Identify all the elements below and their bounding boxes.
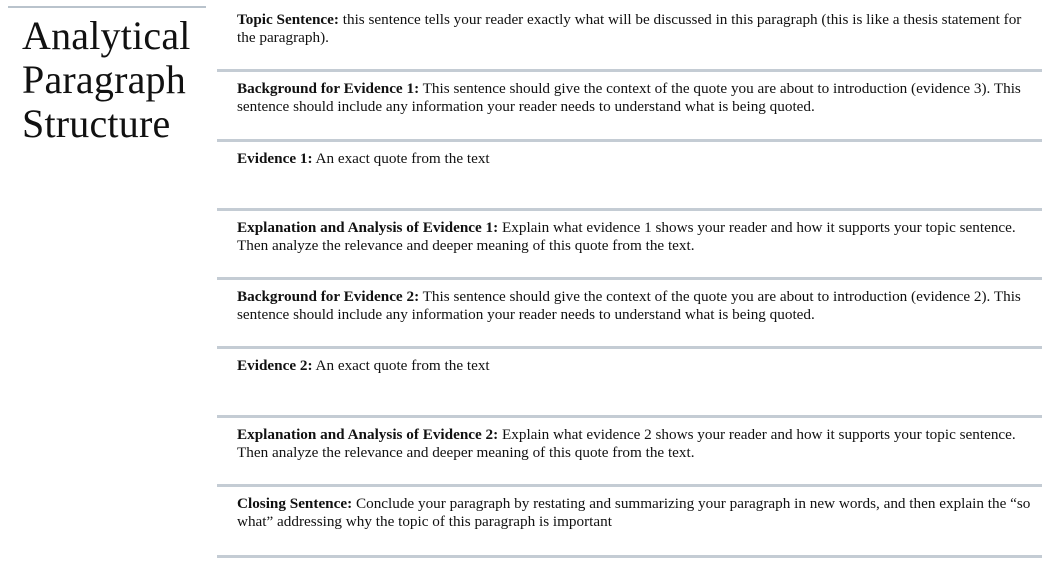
row-text — [237, 357, 1042, 375]
row-closing-sentence — [217, 487, 1042, 558]
title-line-3: Structure — [22, 101, 171, 146]
row-label: Closing Sentence: — [237, 495, 353, 512]
row-text — [237, 11, 1042, 47]
title-line-1: Analytical — [22, 13, 191, 58]
row-description: Explain what evidence 2 shows your reader and how it supports your topic sentence. Then analyze the relevance and deeper meaning of this quote from the text. — [237, 426, 1016, 461]
row-description: Conclude your paragraph by restating and summarizing your paragraph in new words, and then explain the “so what” addressing why the topic of this paragraph is important — [237, 495, 1031, 530]
row-label: Topic Sentence: — [237, 11, 339, 28]
row-description: An exact quote from the text — [312, 150, 490, 167]
row-text — [237, 495, 1042, 531]
structure-table — [217, 3, 1042, 558]
row-text — [237, 219, 1042, 255]
row-description: Explain what evidence 1 shows your reader and how it supports your topic sentence. Then analyze the relevance and deeper meaning of this quote from the text. — [237, 219, 1016, 254]
row-analysis-evidence-1 — [217, 211, 1042, 280]
title-line-2: Paragraph — [22, 57, 186, 102]
row-label: Background for Evidence 1: — [237, 80, 420, 97]
row-text — [237, 150, 1042, 168]
row-label: Evidence 2: — [237, 357, 313, 374]
row-label: Evidence 1: — [237, 150, 313, 167]
row-topic-sentence — [217, 3, 1042, 72]
row-evidence-1 — [217, 142, 1042, 211]
row-label: Explanation and Analysis of Evidence 1: — [237, 219, 499, 236]
row-label: Explanation and Analysis of Evidence 2: — [237, 426, 499, 443]
row-description: An exact quote from the text — [312, 357, 490, 374]
row-description: This sentence should give the context of the quote you are about to introduction (evidence 2). This sentence should include any information your reader needs to understand what is being quoted. — [237, 288, 1021, 323]
row-text — [237, 288, 1042, 324]
row-text — [237, 80, 1042, 116]
page-title — [22, 14, 212, 146]
row-description: This sentence should give the context of the quote you are about to introduction (evidence 3). This sentence should include any information your reader needs to understand what is being quoted. — [237, 80, 1021, 115]
row-label: Background for Evidence 2: — [237, 288, 420, 305]
title-top-rule — [8, 6, 206, 8]
row-text — [237, 426, 1042, 462]
row-background-evidence-2 — [217, 280, 1042, 349]
row-background-evidence-1 — [217, 72, 1042, 142]
row-description: this sentence tells your reader exactly what will be discussed in this paragraph (this is like a thesis statement for the paragraph). — [237, 11, 1022, 46]
row-analysis-evidence-2 — [217, 418, 1042, 487]
row-evidence-2 — [217, 349, 1042, 418]
